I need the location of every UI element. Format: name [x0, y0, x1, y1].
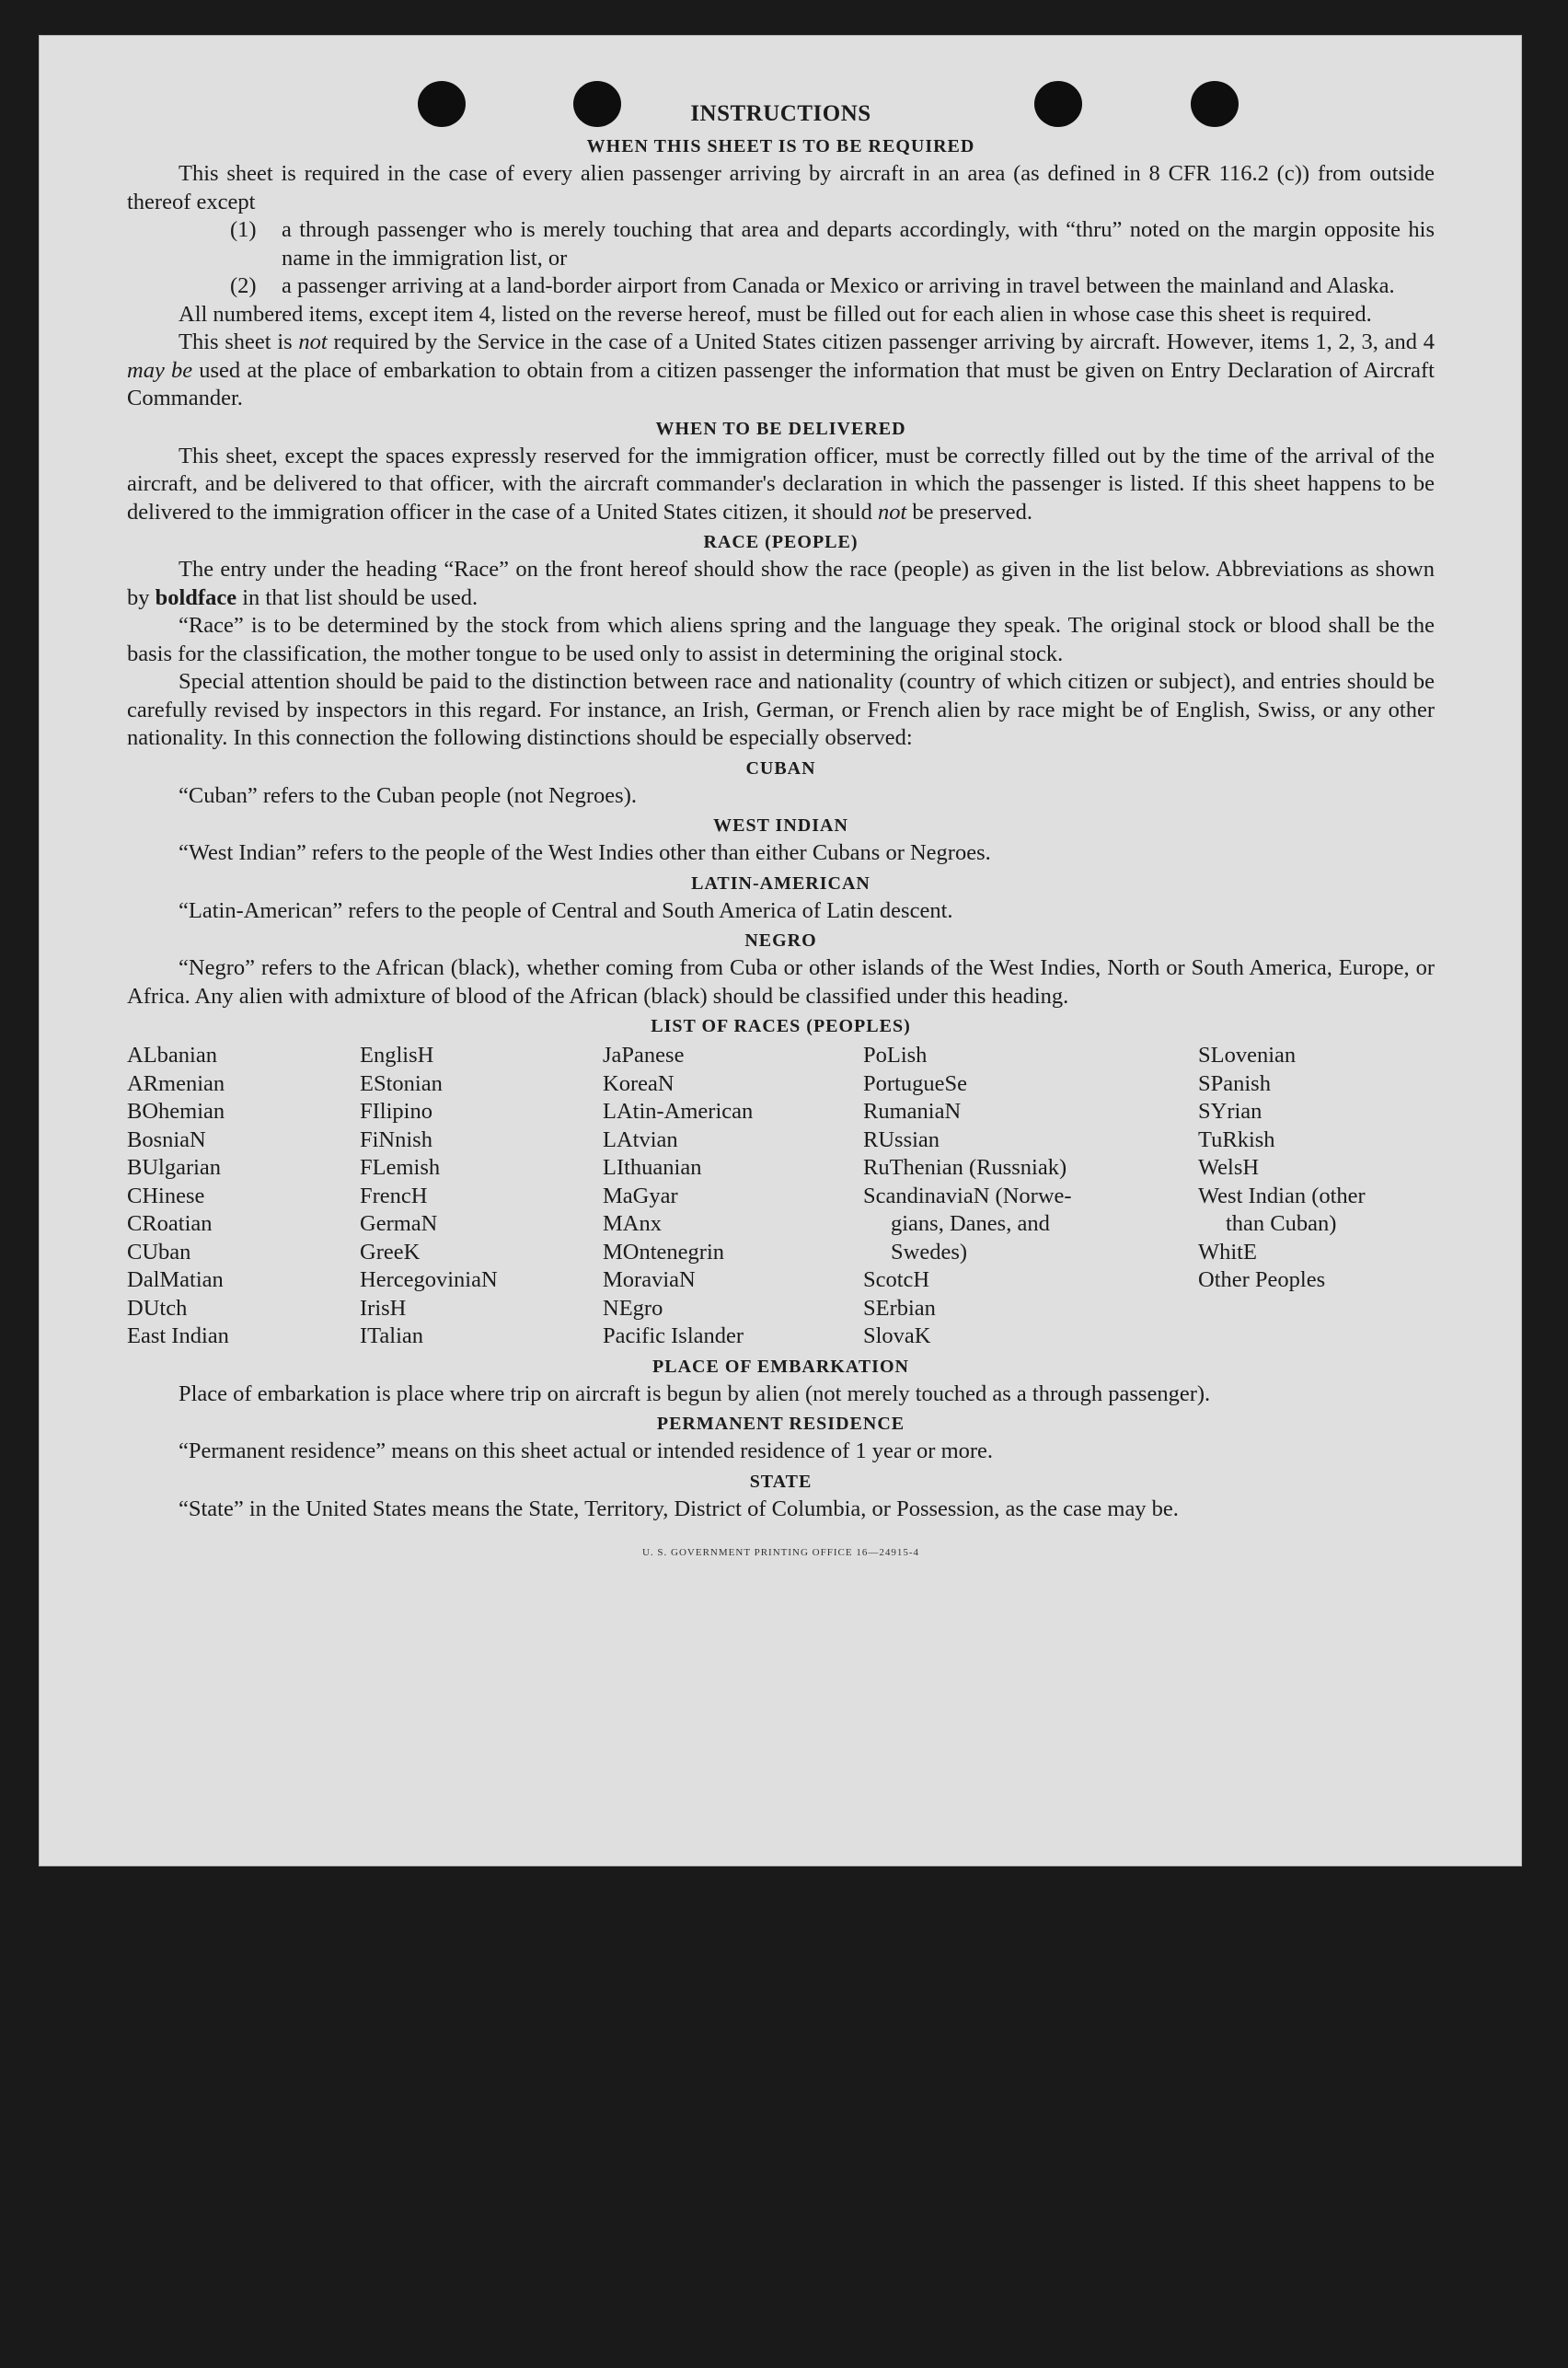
race-entry: WelsH — [1198, 1155, 1260, 1180]
race-column — [863, 1042, 1198, 1351]
paragraph: “State” in the United States means the State, Territory, District of Columbia, or Possession, as the case may be. — [179, 1496, 1179, 1521]
list-item-number: (1) — [230, 217, 257, 242]
race-column — [603, 1042, 863, 1351]
race-entry: ScotcH — [863, 1267, 930, 1292]
race-entry: DUtch — [127, 1295, 188, 1321]
race-entry: ITalian — [360, 1323, 424, 1348]
list-item-text: a through passenger who is merely touching that area and departs accordingly, with “thru” noted on the margin opposite his name in the immigration list, or — [282, 217, 1435, 271]
heading-residence: PERMANENT RESIDENCE — [656, 1414, 905, 1434]
punch-hole — [573, 81, 621, 127]
printer-imprint: U. S. GOVERNMENT PRINTING OFFICE 16—24915-4 — [641, 1547, 919, 1558]
race-entry: HercegoviniaN — [360, 1267, 498, 1292]
race-column — [360, 1042, 603, 1351]
race-entry: GermaN — [360, 1211, 438, 1236]
race-entry: BOhemian — [127, 1099, 225, 1124]
paragraph: Place of embarkation is place where trip on aircraft is begun by alien (not merely touched as a through passenger). — [179, 1380, 1211, 1406]
text-run: The entry under the heading “Race” on the front hereof should show the race (people) as given in the list below. Abbreviations as shown by — [127, 557, 1435, 610]
page-title: INSTRUCTIONS — [690, 101, 871, 126]
heading-cuban: CUBAN — [745, 757, 816, 779]
race-entry: SPanish — [1198, 1070, 1271, 1096]
race-entry: FiNnish — [360, 1126, 432, 1152]
race-entry: IrisH — [360, 1295, 407, 1321]
paragraph — [127, 443, 1435, 527]
bold-text: boldface — [155, 584, 237, 610]
race-entry-continuation: than Cuban) — [1226, 1211, 1337, 1236]
race-entry: SErbian — [863, 1295, 936, 1321]
race-column — [127, 1042, 360, 1351]
paragraph: “Race” is to be determined by the stock from which aliens spring and the language they speak. The original stock or blood shall be the basis for the classification, the mother tongue to be used only to assist in determining the original stock. — [127, 613, 1435, 666]
race-entry: MAnx — [603, 1211, 662, 1236]
race-entry: RuThenian (Russniak) — [863, 1155, 1067, 1180]
text-run: be preserved. — [906, 499, 1033, 525]
race-entry: DalMatian — [127, 1267, 224, 1292]
race-entry: FrencH — [360, 1183, 428, 1208]
race-entry-continuation: Swedes) — [891, 1239, 968, 1265]
instruction-sheet — [39, 35, 1522, 1866]
race-entry: LIthuanian — [603, 1155, 702, 1180]
heading-race: RACE (PEOPLE) — [703, 532, 859, 552]
list-item — [127, 272, 1435, 301]
race-entry: MoraviaN — [603, 1267, 696, 1292]
race-entry: PortugueSe — [863, 1070, 967, 1096]
race-entry: TuRkish — [1198, 1126, 1275, 1152]
race-entry: LAtin-American — [603, 1099, 754, 1124]
list-item-text: a passenger arriving at a land-border airport from Canada or Mexico or arriving in travel between the mainland and Alaska. — [282, 273, 1395, 298]
race-entry: Other Peoples — [1198, 1267, 1326, 1292]
paragraph: “Negro” refers to the African (black), whether coming from Cuba or other islands of the West Indies, North or South America, Europe, or Africa. Any alien with admixture of blood of the African (black) should be classified under this heading. — [127, 955, 1435, 1009]
text-run: required by the Service in the case of a United States citizen passenger arriving by aircraft. However, items 1, 2, 3, and 4 — [327, 329, 1435, 354]
race-entry: LAtvian — [603, 1126, 678, 1152]
punch-hole — [1191, 81, 1239, 127]
paragraph: “Permanent residence” means on this sheet actual or intended residence of 1 year or more. — [179, 1438, 994, 1463]
race-entry: ALbanian — [127, 1043, 217, 1068]
race-entry: RumaniaN — [863, 1099, 962, 1124]
paragraph: This sheet is required in the case of every alien passenger arriving by aircraft in an area (as defined in 8 CFR 116.2 (c)) from outside thereof except — [127, 161, 1435, 214]
race-entry: SLovenian — [1198, 1043, 1297, 1068]
race-entry: West Indian (other — [1198, 1183, 1366, 1208]
paragraph: All numbered items, except item 4, listed on the reverse hereof, must be filled out for each alien in whose case this sheet is required. — [179, 301, 1372, 327]
punch-hole — [418, 81, 466, 127]
heading-embarkation: PLACE OF EMBARKATION — [652, 1356, 909, 1377]
race-entry: ScandinaviaN (Norwe- — [863, 1183, 1072, 1208]
race-entry: East Indian — [127, 1323, 229, 1348]
heading-when-delivered: WHEN TO BE DELIVERED — [655, 418, 906, 439]
race-entry: NEgro — [603, 1295, 663, 1321]
race-entry-continuation: gians, Danes, and — [891, 1211, 1050, 1236]
heading-negro: NEGRO — [744, 930, 817, 951]
race-entry: CUban — [127, 1239, 191, 1265]
heading-state: STATE — [749, 1471, 813, 1492]
text-run: This sheet is — [179, 329, 299, 354]
paragraph: “Latin-American” refers to the people of Central and South America of Latin descent. — [179, 897, 953, 923]
paragraph — [127, 556, 1435, 612]
race-entry: BUlgarian — [127, 1155, 222, 1180]
race-entry: CRoatian — [127, 1211, 213, 1236]
emphasis: not — [298, 329, 328, 354]
race-entry: SlovaK — [863, 1323, 931, 1348]
race-entry: GreeK — [360, 1239, 421, 1265]
race-column — [1198, 1042, 1426, 1351]
race-entry: SYrian — [1198, 1099, 1262, 1124]
text-run: used at the place of embarkation to obtain from a citizen passenger the information that must be given on Entry Declaration of Aircraft Commander. — [127, 357, 1435, 410]
heading-list-of-races: LIST OF RACES (PEOPLES) — [651, 1016, 911, 1036]
race-entry: FIlipino — [360, 1099, 432, 1124]
race-list — [127, 1042, 1435, 1351]
race-entry: JaPanese — [603, 1043, 685, 1068]
list-item — [127, 216, 1435, 272]
heading-latin-american: LATIN-AMERICAN — [691, 872, 870, 894]
paragraph: “West Indian” refers to the people of the West Indies other than either Cubans or Negroes. — [179, 840, 991, 865]
race-entry: RUssian — [863, 1126, 940, 1152]
race-entry: Pacific Islander — [603, 1323, 744, 1348]
heading-when-required: WHEN THIS SHEET IS TO BE REQUIRED — [586, 136, 975, 156]
race-entry: MOntenegrin — [603, 1239, 724, 1265]
paragraph: Special attention should be paid to the distinction between race and nationality (country of which citizen or subject), and entries should be carefully revised by inspectors in this regard. For instance, an Irish, German, or French alien by race might be of English, Swiss, or any other nationality. In this connection the following distinctions should be especially observed: — [127, 669, 1435, 750]
text-run: in that list should be used. — [236, 584, 478, 610]
paragraph: “Cuban” refers to the Cuban people (not Negroes). — [179, 782, 637, 808]
race-entry: CHinese — [127, 1183, 205, 1208]
list-item-number: (2) — [230, 273, 257, 298]
race-entry: PoLish — [863, 1043, 928, 1068]
race-entry: ARmenian — [127, 1070, 225, 1096]
emphasis: not — [877, 499, 907, 525]
text-run: This sheet, except the spaces expressly reserved for the immigration officer, must be correctly filled out by the time of the arrival of the aircraft, and be delivered to that officer, with the aircraft commander's declaration in which the passenger is listed. If this sheet happens to be delivered to the immigration officer in the case of a United States citizen, it should — [127, 443, 1435, 525]
race-entry: WhitE — [1198, 1239, 1257, 1265]
emphasis: may be — [127, 357, 193, 383]
race-entry: FLemish — [360, 1155, 441, 1180]
race-entry: MaGyar — [603, 1183, 678, 1208]
heading-west-indian: WEST INDIAN — [713, 815, 848, 836]
punch-hole — [1034, 81, 1082, 127]
race-entry: EStonian — [360, 1070, 443, 1096]
race-entry: KoreaN — [603, 1070, 674, 1096]
paragraph — [127, 329, 1435, 413]
race-entry: BosniaN — [127, 1126, 206, 1152]
race-entry: EnglisH — [360, 1043, 434, 1068]
